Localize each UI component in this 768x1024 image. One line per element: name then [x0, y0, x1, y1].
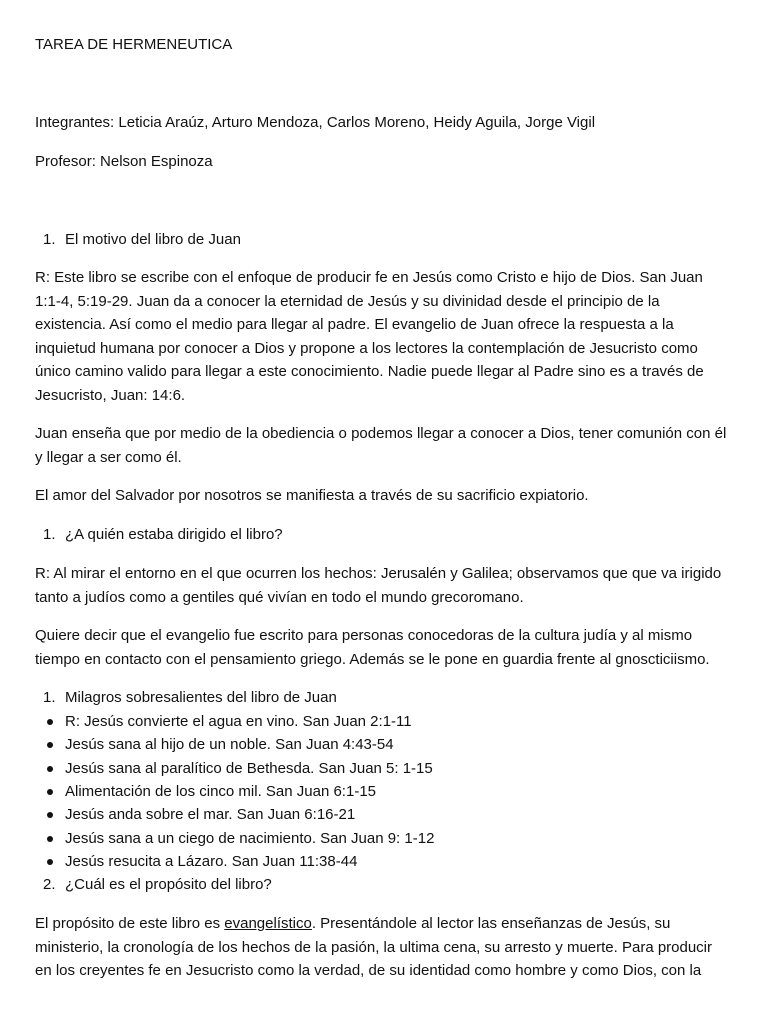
list-item	[35, 827, 735, 850]
members-line: Integrantes: Leticia Araúz, Arturo Mendoza, Carlos Moreno, Heidy Aguila, Jorge Vigil	[35, 114, 596, 131]
list-item	[35, 757, 735, 780]
document-title: TAREA DE HERMENEUTICA	[35, 36, 233, 53]
question-text: El motivo del libro de Juan	[65, 231, 241, 248]
list-number: 1.	[43, 689, 56, 706]
list-item	[35, 850, 735, 873]
list-item	[35, 780, 735, 803]
miracle-text: Jesús sana a un ciego de nacimiento. San Juan 9: 1-12	[65, 829, 435, 847]
bullet-icon	[47, 789, 53, 795]
miracle-text: Jesús sana al paralítico de Bethesda. San Juan 5: 1-15	[65, 759, 433, 777]
list-number: 1.	[43, 231, 56, 248]
professor-line: Profesor: Nelson Espinoza	[35, 153, 213, 170]
paragraph-line: ministerio, la cronología de los hechos de la pasión, la ultima cena, su arresto y muerte. Para producir	[35, 938, 713, 956]
paragraph-line: Quiere decir que el evangelio fue escrito para personas conocedoras de la cultura judía y al mismo	[35, 627, 693, 644]
list-number: 2.	[43, 876, 56, 893]
miracle-text: Jesús resucita a Lázaro. San Juan 11:38-44	[65, 853, 358, 870]
list-item	[35, 733, 735, 756]
list-number: 1.	[43, 526, 56, 543]
bullet-icon	[47, 836, 53, 842]
bullet-icon	[47, 742, 53, 748]
miracle-text: Jesús anda sobre el mar. San Juan 6:16-21	[65, 806, 356, 823]
paragraph-line: tiempo en contacto con el pensamiento griego. Además se le pone en guardia frente al gnoscticiismo.	[35, 650, 710, 668]
bullet-icon	[47, 812, 53, 818]
text-run: . Presentándole al lector las enseñanzas de Jesús, su	[311, 915, 671, 932]
text-run: El propósito de este libro es	[35, 915, 225, 932]
bullet-icon	[47, 766, 53, 772]
paragraph-line: único camino valido para llegar a este conocimiento. Nadie puede llegar al Padre sino es a través de	[35, 363, 704, 380]
list-item	[35, 803, 735, 826]
bullet-icon	[47, 719, 53, 725]
paragraph-line: R: Este libro se escribe con el enfoque de producir fe en Jesús como Cristo e hijo de Dios. San Juan	[35, 269, 703, 286]
paragraph-sacrifice	[35, 484, 735, 508]
list-item	[35, 710, 735, 733]
paragraph-line: Jesucristo, Juan: 14:6.	[35, 386, 186, 404]
bullet-icon	[47, 859, 53, 865]
miracle-text: Jesús sana al hijo de un noble. San Juan 4:43-54	[65, 736, 394, 753]
paragraph-line: en los creyentes fe en Jesucristo como la verdad, de su identidad como hombre y como Dios, con la	[35, 962, 702, 979]
answer-1-paragraph	[35, 266, 735, 407]
paragraph-line	[35, 912, 735, 936]
paragraph-audience	[35, 624, 735, 671]
question-4	[35, 873, 735, 896]
question-text: ¿Cuál es el propósito del libro?	[65, 876, 272, 893]
paragraph-line: El amor del Salvador por nosotros se manifiesta a través de su sacrificio expiatorio.	[35, 487, 589, 504]
paragraph-line: R: Al mirar el entorno en el que ocurren los hechos: Jerusalén y Galilea; observamos que que va irigido	[35, 565, 722, 582]
question-3	[35, 686, 735, 709]
question-text: ¿A quién estaba dirigido el libro?	[65, 526, 283, 543]
paragraph-line: inquietud humana por conocer a Dios y propone a los lectores la contemplación de Jesucristo como	[35, 339, 698, 357]
paragraph-line: 1:1-4, 5:19-29. Juan da a conocer la eternidad de Jesús y su divinidad desde el principio de la	[35, 292, 660, 310]
answer-2-paragraph	[35, 562, 735, 609]
paragraph-line: y llegar a ser como él.	[35, 448, 182, 466]
paragraph-line: Juan enseña que por medio de la obediencia o podemos llegar a conocer a Dios, tener comunión con él	[35, 425, 727, 442]
miracle-text: R: Jesús convierte el agua en vino. San Juan 2:1-11	[65, 712, 412, 730]
paragraph-obedience	[35, 422, 735, 469]
paragraph-line: tanto a judíos como a gentiles qué vivían en todo el mundo grecoromano.	[35, 588, 524, 606]
answer-4-paragraph	[35, 912, 735, 983]
underlined-word: evangelístico	[224, 915, 312, 932]
question-2	[35, 523, 735, 546]
question-1	[35, 228, 735, 251]
question-text: Milagros sobresalientes del libro de Juan	[65, 689, 337, 706]
miracle-text: Alimentación de los cinco mil. San Juan 6:1-15	[65, 783, 377, 800]
paragraph-line: existencia. Así como el medio para llegar al padre. El evangelio de Juan ofrece la respuesta a la	[35, 316, 674, 333]
